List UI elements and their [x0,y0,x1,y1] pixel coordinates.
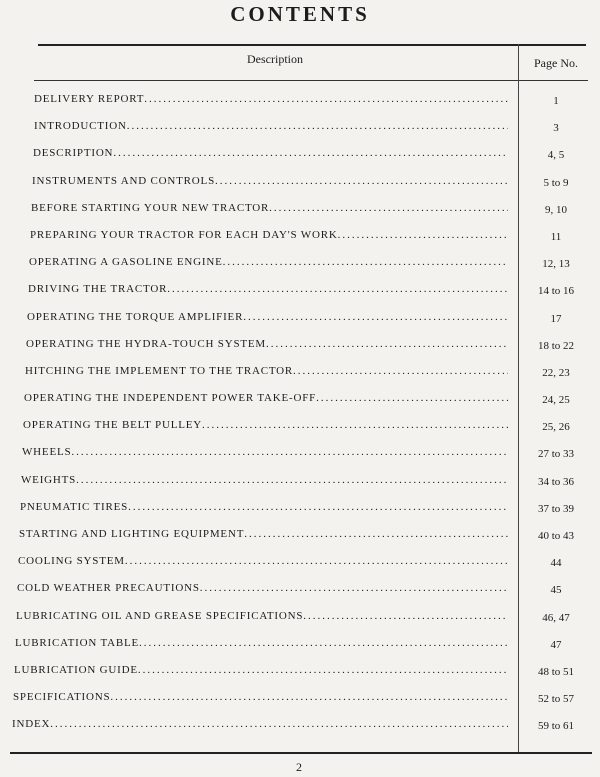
top-rule [38,44,586,46]
entry-description: DESCRIPTION ..... [33,147,508,165]
entry-page: 40 to 43 [537,530,575,542]
table-row [10,549,592,576]
table-row [10,522,592,549]
table-row [10,413,592,440]
entry-description: INSTRUMENTS AND CONTROLS ..... [32,175,508,193]
description-header: Description [247,52,303,66]
entry-description: OPERATING THE BELT PULLEY ..... [23,419,508,437]
entry-page: 11 [550,230,562,243]
table-row [10,196,592,223]
entry-description: OPERATING THE HYDRA-TOUCH SYSTEM ..... [26,338,508,356]
entry-description: HITCHING THE IMPLEMENT TO THE TRACTOR ..... [25,365,508,383]
entry-description: OPERATING A GASOLINE ENGINE ..... [29,256,508,274]
table-row [10,604,592,631]
entry-page: 25, 26 [542,421,570,434]
table-row [10,114,592,141]
entry-page: 12, 13 [542,258,570,271]
page-number: 2 [296,760,302,774]
table-row [10,386,592,413]
table-row [10,87,592,114]
entry-page: 46, 47 [542,611,570,624]
entry-page: 59 to 61 [537,720,575,733]
entry-description: SPECIFICATIONS ..... [13,691,508,709]
table-row [10,495,592,522]
table-row [10,576,592,603]
table-row [10,277,592,304]
entry-page: 1 [553,95,559,107]
entry-description: LUBRICATION TABLE ..... [15,637,508,655]
entry-description: WHEELS ..... [22,446,508,464]
entry-page: 22, 23 [542,366,570,379]
entry-page: 5 to 9 [543,176,569,189]
entry-description: LUBRICATING OIL AND GREASE SPECIFICATIONS ..... [16,610,508,628]
entry-page: 45 [550,584,562,597]
entry-description: INTRODUCTION ..... [34,120,508,138]
bottom-rule [10,752,592,754]
entry-description: PNEUMATIC TIRES ..... [20,501,508,519]
entry-description: DRIVING THE TRACTOR ..... [28,283,508,301]
entry-page: 17 [550,312,562,325]
entry-page: 3 [553,122,559,135]
entry-page: 14 to 16 [537,285,575,298]
contents-table [10,44,592,754]
entry-description: OPERATING THE INDEPENDENT POWER TAKE-OFF ..... [24,392,508,410]
page-title: CONTENTS [230,2,370,26]
entry-page: 48 to 51 [537,665,575,678]
table-row [10,631,592,658]
entry-description: WEIGHTS ..... [21,474,508,492]
entry-page: 4, 5 [547,149,565,162]
table-row [10,658,592,685]
table-row [10,332,592,359]
entry-page: 52 to 57 [537,693,575,706]
entry-page: 44 [550,557,562,570]
entry-description: DELIVERY REPORT ..... [34,93,508,111]
table-row [10,250,592,277]
entry-description: STARTING AND LIGHTING EQUIPMENT ..... [19,528,508,546]
entry-description: PREPARING YOUR TRACTOR FOR EACH DAY'S WORK ..... [30,229,508,247]
table-row [10,305,592,332]
entry-page: 27 to 33 [537,448,575,461]
header-rule [34,80,588,81]
entry-page: 47 [550,638,562,651]
table-row [10,169,592,196]
table-row [10,440,592,467]
entry-description: COLD WEATHER PRECAUTIONS ..... [17,582,508,600]
table-row [10,223,592,250]
entry-page: 34 to 36 [537,475,575,488]
entry-description: BEFORE STARTING YOUR NEW TRACTOR ..... [31,202,508,220]
page-number-header: Page No. [534,56,578,70]
table-row [10,468,592,495]
entry-page: 37 to 39 [537,502,575,515]
entry-description: INDEX ..... [12,718,508,736]
entry-description: LUBRICATION GUIDE ..... [14,664,508,682]
entry-page: 24, 25 [542,394,570,407]
table-row [10,685,592,712]
contents-rows [10,87,592,740]
table-row [10,141,592,168]
entry-description: COOLING SYSTEM ..... [18,555,508,573]
entry-description: OPERATING THE TORQUE AMPLIFIER ..... [27,311,508,329]
table-row [10,712,592,739]
entry-page: 9, 10 [545,203,567,216]
entry-page: 18 to 22 [537,339,575,352]
table-row [10,359,592,386]
